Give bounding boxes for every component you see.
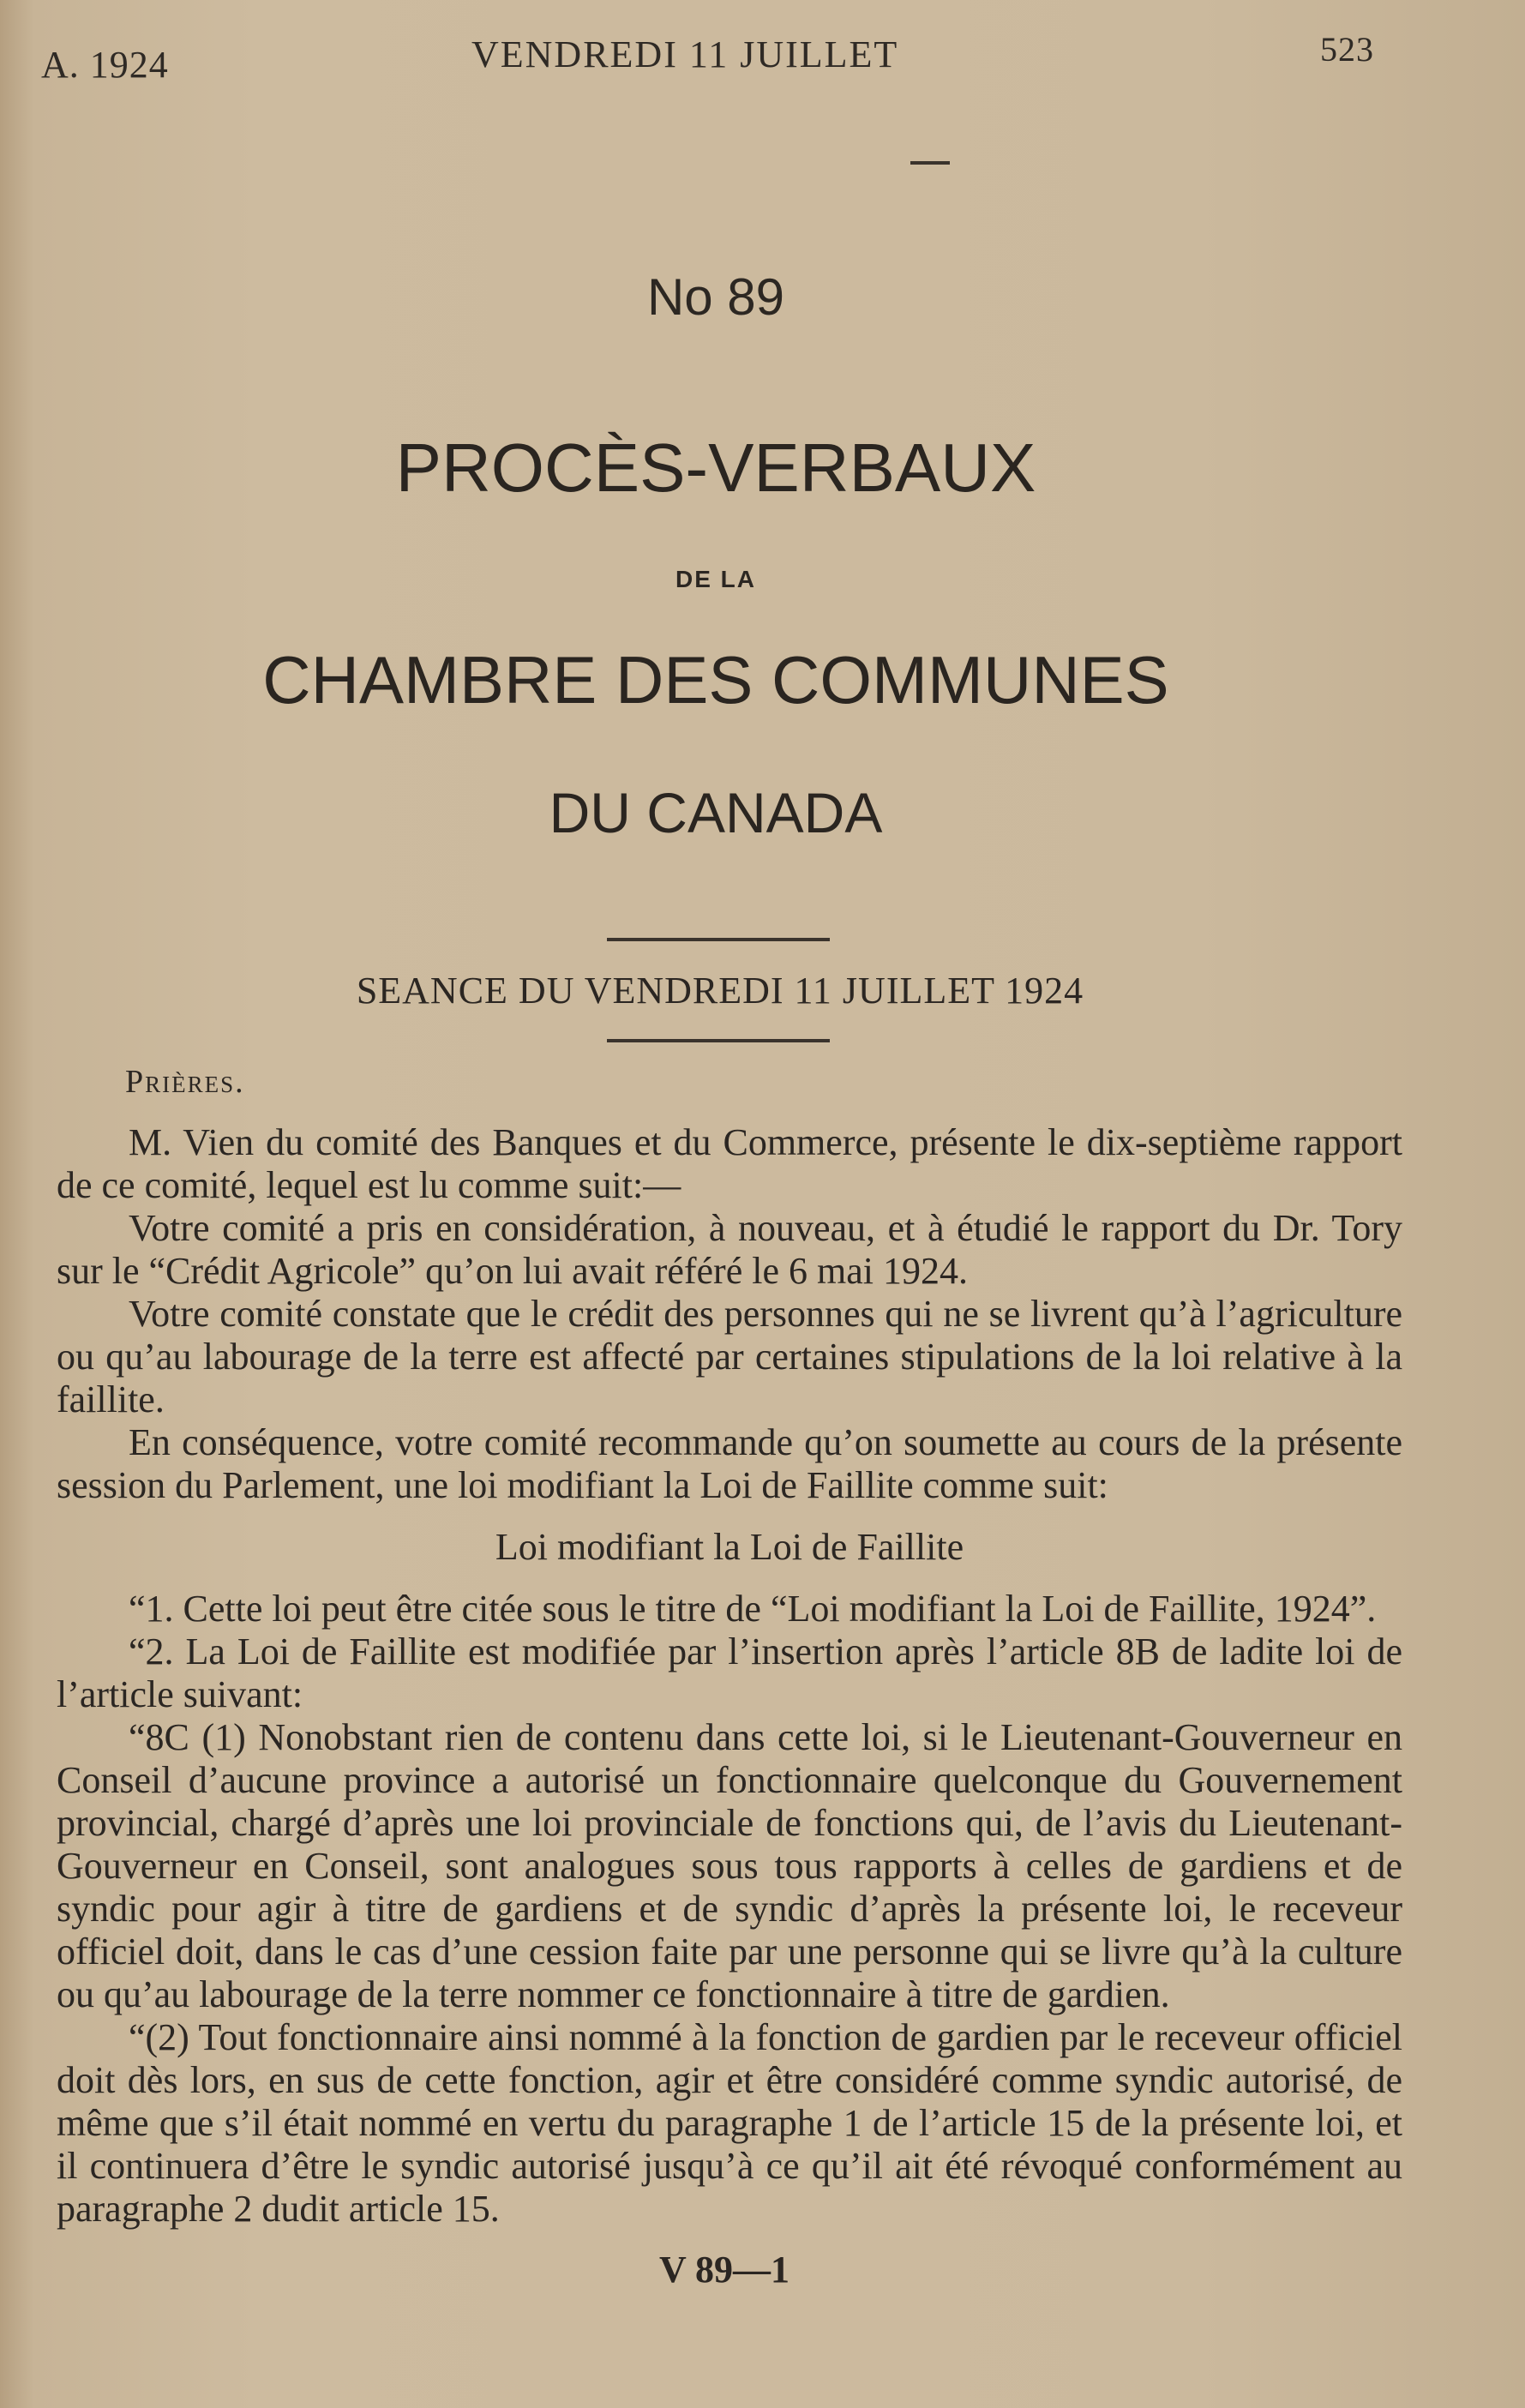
running-head — [0, 30, 1525, 86]
signature-folio: V 89—1 — [659, 2249, 790, 2291]
paragraph: En conséquence, votre comité recommande qu’on soumette au cours de la présente session du Parlement, une loi modifiant la Loi de Faillite comme suit: — [57, 1421, 1402, 1506]
paragraph: Votre comité a pris en considération, à nouveau, et à étudié le rapport du Dr. Tory sur le “Crédit Agricole” qu’on lui avait référé le 6 mai 1924. — [57, 1207, 1402, 1292]
session-year: A. 1924 — [41, 44, 169, 86]
session-heading: SEANCE DU VENDREDI 11 JUILLET 1924 — [356, 970, 1084, 1012]
prayers-heading: Prières. — [125, 1064, 245, 1100]
body-text — [57, 1121, 1402, 2231]
issue-number: No 89 — [646, 268, 785, 326]
paragraph: “8C (1) Nonobstant rien de contenu dans cette loi, si le Lieutenant-Gouverneur en Conseil d’aucune province a autorisé un fonctionnaire quelconque du Gouvernement provincial, chargé d’après une loi provinciale de fonctions qui, de l’avis du Lieutenant-Gouverneur en Conseil, sont analogues sous tous rapports à celles de gardiens et de syndic pour agir à titre de gardiens et de syndic d’après la présente loi, le receveur officiel doit, dans le cas d’une cession faite par une personne qui se livre qu’à la culture ou qu’au labourage de la terre nommer ce fonctionnaire à titre de gardien. — [57, 1716, 1402, 2015]
page-title: PROCÈS-VERBAUX — [395, 429, 1036, 506]
paragraph: Votre comité constate que le crédit des personnes qui ne se livrent qu’à l’agriculture ou qu’au labourage de la terre est affecté par certaines stipulations de la loi relative à la faillite. — [57, 1293, 1402, 1420]
divider-rule — [607, 1039, 830, 1042]
divider-rule — [607, 938, 830, 941]
section-heading: Loi modifiant la Loi de Faillite — [495, 1526, 964, 1568]
country-name: DU CANADA — [549, 781, 883, 844]
ornament-dash — [910, 161, 950, 165]
paragraph: “(2) Tout fonctionnaire ainsi nommé à la fonction de gardien par le receveur officiel doit dès lors, en sus de cette fonction, agir et être considéré comme syndic autorisé, de même que s’il était nommé en vertu du paragraphe 1 de l’article 15 de la présente loi, et il continuera d’être le syndic autorisé jusqu’à ce qu’il ait été révoqué conformément au paragraphe 2 dudit article 15. — [57, 2016, 1402, 2230]
running-head-date: VENDREDI 11 JUILLET — [471, 33, 899, 75]
paragraph: “1. Cette loi peut être citée sous le titre de “Loi modifiant la Loi de Faillite, 1924”. — [129, 1588, 1377, 1630]
chamber-name: CHAMBRE DES COMMUNES — [262, 642, 1169, 718]
paragraph: M. Vien du comité des Banques et du Commerce, présente le dix-septième rapport de ce comité, lequel est lu comme suit:— — [57, 1121, 1402, 1206]
paragraph: “2. La Loi de Faillite est modifiée par l’insertion après l’article 8B de ladite loi de l’article suivant: — [57, 1630, 1402, 1715]
title-connector: DE LA — [675, 566, 756, 592]
page-number: 523 — [1320, 30, 1374, 69]
